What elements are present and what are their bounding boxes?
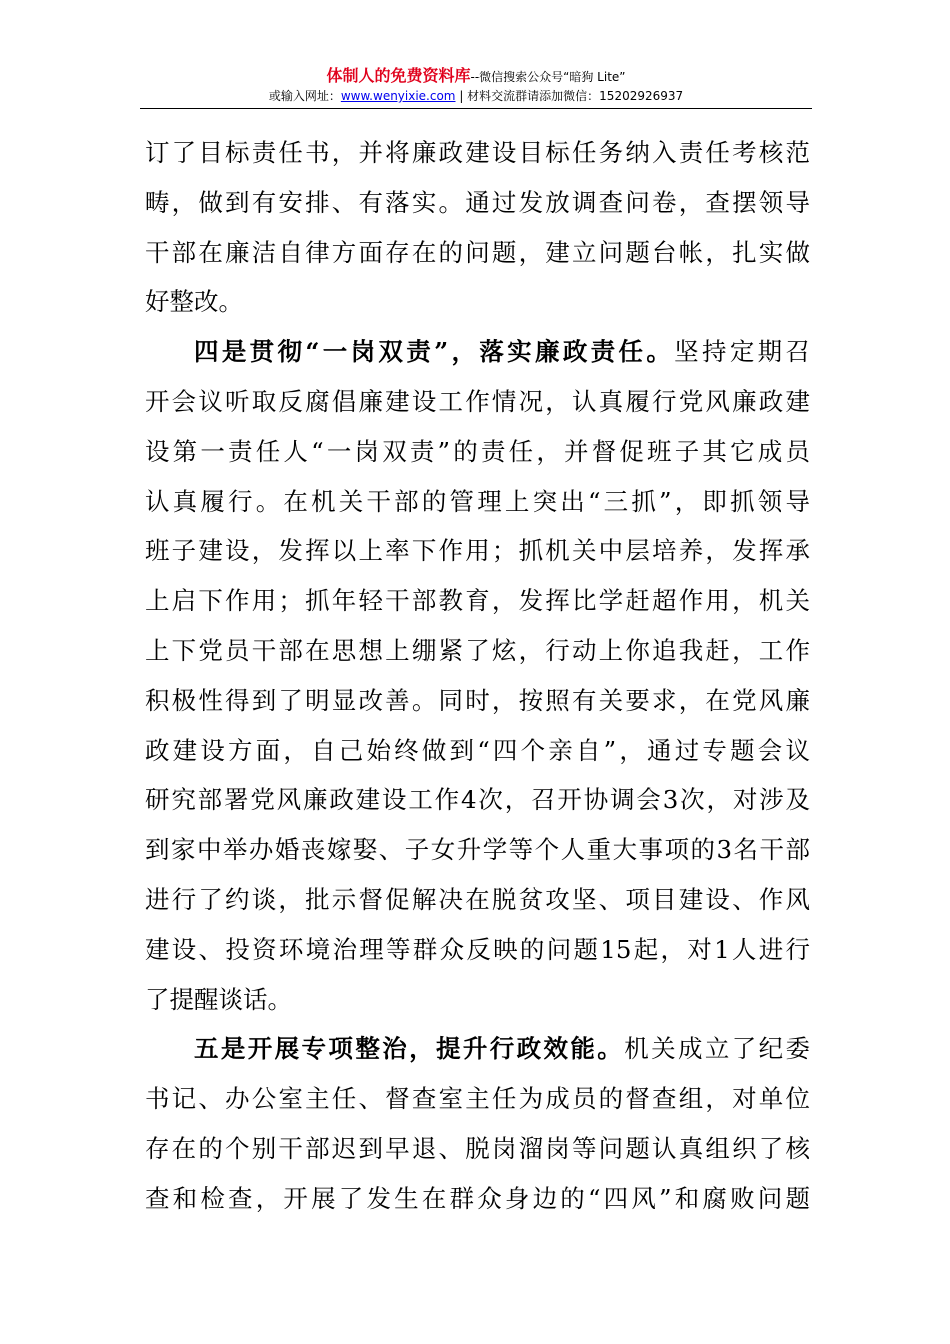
document-body	[145, 128, 810, 1224]
text-line: 设第一责任人“一岗双责”的责任，并督促班子其它成员	[145, 436, 810, 466]
text-line: 班子建设，发挥以上率下作用；抓机关中层培养，发挥承	[145, 536, 810, 566]
page-header	[140, 66, 812, 105]
brand-name: 体制人的免费资料库	[326, 66, 471, 85]
text-line: 干部在廉洁自律方面存在的问题，建立问题台帐，扎实做	[145, 237, 810, 267]
text-line: 积极性得到了明显改善。同时，按照有关要求，在党风廉	[145, 685, 810, 715]
header-brand-line	[140, 66, 812, 87]
website-link[interactable]: www.wenyixie.com	[340, 89, 456, 103]
text-line: 认真履行。在机关干部的管理上突出“三抓”，即抓领导	[145, 486, 810, 516]
header-tagline: --微信搜索公众号“暗狗 Lite”	[470, 70, 626, 84]
text-line: 了提醒谈话。	[145, 984, 292, 1014]
text-line: 进行了约谈，批示督促解决在脱贫攻坚、项目建设、作风	[145, 884, 810, 914]
text-line: 上下党员干部在思想上绷紧了炫，行动上你追我赶，工作	[145, 635, 810, 665]
text-line: 订了目标责任书，并将廉政建设目标任务纳入责任考核范	[145, 138, 810, 167]
text-line: 存在的个别干部迟到早退、脱岗溜岗等问题认真组织了核	[145, 1133, 810, 1163]
text-line: 开会议听取反腐倡廉建设工作情况，认真履行党风廉政建	[145, 386, 810, 416]
text-line: 政建设方面，自己始终做到“四个亲自”，通过专题会议	[145, 735, 810, 765]
text-line: 建设、投资环境治理等群众反映的问题15起，对1人进行	[145, 934, 810, 964]
paragraph-heading: 五是开展专项整治，提升行政效能。	[194, 1034, 625, 1064]
text-line: 好整改。	[145, 287, 243, 317]
header-contact-line	[140, 87, 812, 105]
text-line: 上启下作用；抓年轻干部教育，发挥比学赶超作用，机关	[145, 586, 810, 616]
contact-info: | 材料交流群请添加微信：15202926937	[455, 89, 684, 103]
text-line: 书记、办公室主任、督查室主任为成员的督查组，对单位	[145, 1084, 810, 1114]
text-line: 研究部署党风廉政建设工作4次，召开协调会3次，对涉及	[145, 785, 810, 815]
url-label: 或输入网址：	[268, 89, 341, 103]
paragraph-heading-line	[145, 1024, 810, 1074]
text-line: 畴，做到有安排、有落实。通过发放调查问卷，查摆领导	[145, 187, 810, 217]
text-run: 坚持定期召	[674, 337, 811, 367]
paragraph-heading-line	[145, 327, 810, 377]
header-divider	[140, 108, 812, 109]
text-run: 机关成立了纪委	[624, 1034, 811, 1064]
text-line: 查和检查，开展了发生在群众身边的“四风”和腐败问题	[145, 1183, 810, 1213]
text-line: 到家中举办婚丧嫁娶、子女升学等个人重大事项的3名干部	[145, 835, 810, 865]
paragraph-heading: 四是贯彻“一岗双责”，落实廉政责任。	[194, 337, 675, 367]
